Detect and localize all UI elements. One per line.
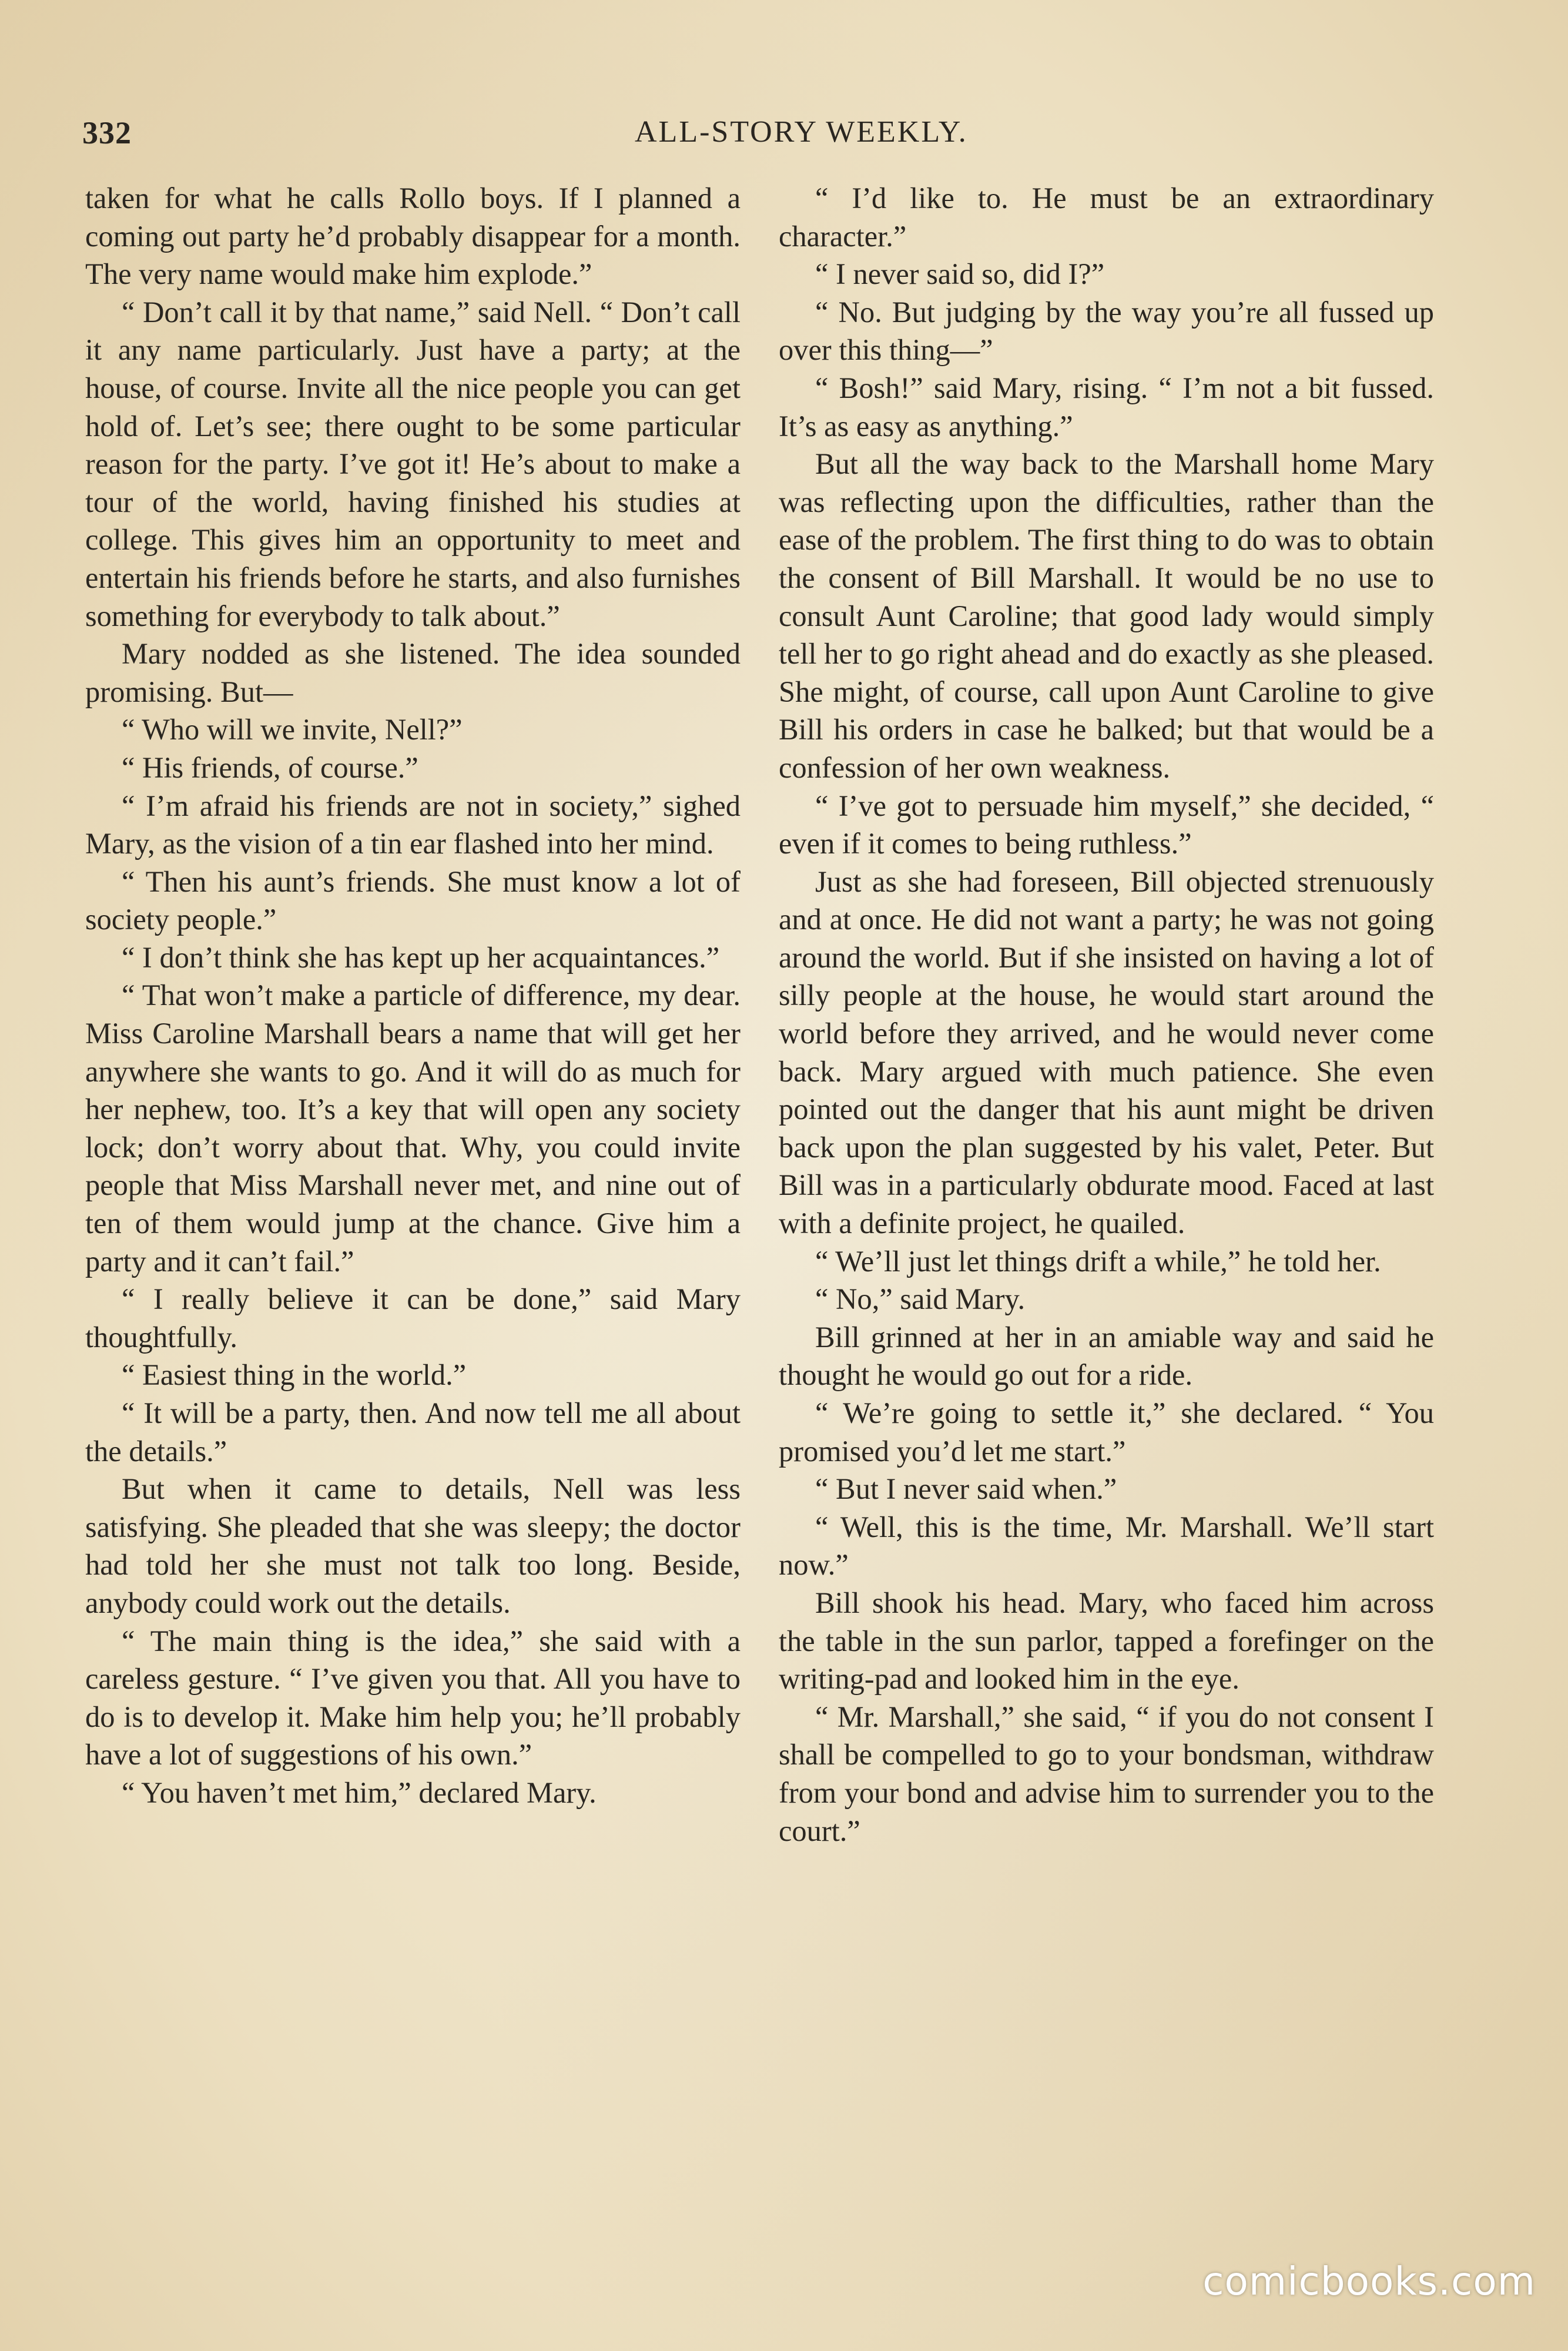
paragraph: “ It will be a party, then. And now tell me all about the details.” <box>85 1396 741 1468</box>
paragraph: “ I’ve got to persuade him myself,” she decided, “ even if it comes to being ruthless.” <box>779 789 1434 860</box>
paragraph: “ No,” said Mary. <box>815 1282 1026 1316</box>
paragraph: “ Well, this is the time, Mr. Marshall. We’ll start now.” <box>779 1510 1434 1582</box>
paragraph: “ We’ll just let things drift a while,” he told her. <box>815 1244 1381 1278</box>
paragraph: “ Mr. Marshall,” she said, “ if you do not consent I shall be compelled to go to your bondsman, withdraw from your bond and advise him to surrender you to the court.” <box>779 1700 1434 1847</box>
paragraph: “ I don’t think she has kept up her acquaintances.” <box>122 940 720 974</box>
paragraph: “ Then his aunt’s friends. She must know a lot of society people.” <box>85 865 741 936</box>
paragraph: “ You haven’t met him,” declared Mary. <box>122 1776 597 1809</box>
paragraph: Just as she had foreseen, Bill objected strenuously and at once. He did not want a party; he was not going around the world. But if she insisted on having a lot of silly people at the house, he would start around the world before they arrived, and he would never come back. Mary argued with much patience. She even pointed out the danger that his aunt might be driven back upon the plan suggested by his valet, Peter. But Bill was in a particularly obdurate mood. Faced at last with a definite project, he quailed. <box>779 865 1434 1240</box>
paragraph: “ Who will we invite, Nell?” <box>122 713 463 746</box>
paragraph: “ I’m afraid his friends are not in society,” sighed Mary, as the vision of a tin ear flashed into her mind. <box>85 789 741 860</box>
watermark: comicbooks.com <box>1202 2259 1536 2304</box>
paragraph: “ Easiest thing in the world.” <box>122 1358 467 1392</box>
paragraph: Bill shook his head. Mary, who faced him across the table in the sun parlor, tapped a forefinger on the writing-pad and looked him in the eye. <box>779 1586 1434 1696</box>
paragraph: But when it came to details, Nell was less satisfying. She pleaded that she was sleepy; the doctor had told her she must not talk too long. Beside, anybody could work out the details. <box>85 1472 741 1619</box>
left-column <box>85 179 741 1812</box>
paragraph: But all the way back to the Marshall home Mary was reflecting upon the difficulties, rather than the ease of the problem. The first thing to do was to obtain the consent of Bill Marshall. It would be no use to consult Aunt Caroline; that good lady would simply tell her to go right ahead and do exactly as she pleased. She might, of course, call upon Aunt Caroline to give Bill his orders in case he balked; but that would be a confession of her own weakness. <box>779 447 1434 784</box>
paragraph: taken for what he calls Rollo boys. If I planned a coming out party he’d probably disappear for a month. The very name would make him explode.” <box>85 182 741 291</box>
paragraph: “ The main thing is the idea,” she said with a careless gesture. “ I’ve given you that. All you have to do is to develop it. Make him help you; he’ll probably have a lot of suggestions of his own.” <box>85 1624 741 1771</box>
paragraph: “ But I never said when.” <box>815 1472 1117 1506</box>
paragraph: “ No. But judging by the way you’re all fussed up over this thing—” <box>779 295 1434 367</box>
paragraph: “ I really believe it can be done,” said Mary thoughtfully. <box>85 1282 741 1354</box>
paragraph: “ That won’t make a particle of difference, my dear. Miss Caroline Marshall bears a name that will get her anywhere she wants to go. And it will do as much for her nephew, too. It’s a key that will open any society lock; don’t worry about that. Why, you could invite people that Miss Marshall never met, and nine out of ten of them would jump at the chance. Give him a party and it can’t fail.” <box>85 979 741 1278</box>
paragraph: “ I’d like to. He must be an extraordinary character.” <box>779 182 1434 253</box>
paragraph: “ His friends, of course.” <box>122 751 418 784</box>
page-number: 332 <box>82 115 132 150</box>
paragraph: “ Bosh!” said Mary, rising. “ I’m not a bit fussed. It’s as easy as anything.” <box>779 371 1434 443</box>
page-header <box>82 115 1557 156</box>
paragraph: “ We’re going to settle it,” she declared. “ You promised you’d let me start.” <box>779 1396 1434 1468</box>
paragraph: “ I never said so, did I?” <box>815 257 1105 291</box>
paragraph: Mary nodded as she listened. The idea sounded promising. But— <box>85 637 741 708</box>
right-column <box>779 179 1434 1850</box>
paragraph: Bill grinned at her in an amiable way and said he thought he would go out for a ride. <box>779 1320 1434 1392</box>
running-title: ALL-STORY WEEKLY. <box>635 115 968 149</box>
paragraph: “ Don’t call it by that name,” said Nell. “ Don’t call it any name particularly. Just have a party; at the house, of course. Invite all the nice people you can get hold of. Let’s see; there ought to be some particular reason for the party. I’ve got it! He’s about to make a tour of the world, having finished his studies at college. This gives him an opportunity to meet and entertain his friends before he starts, and also furnishes something for everybody to talk about.” <box>85 295 741 632</box>
